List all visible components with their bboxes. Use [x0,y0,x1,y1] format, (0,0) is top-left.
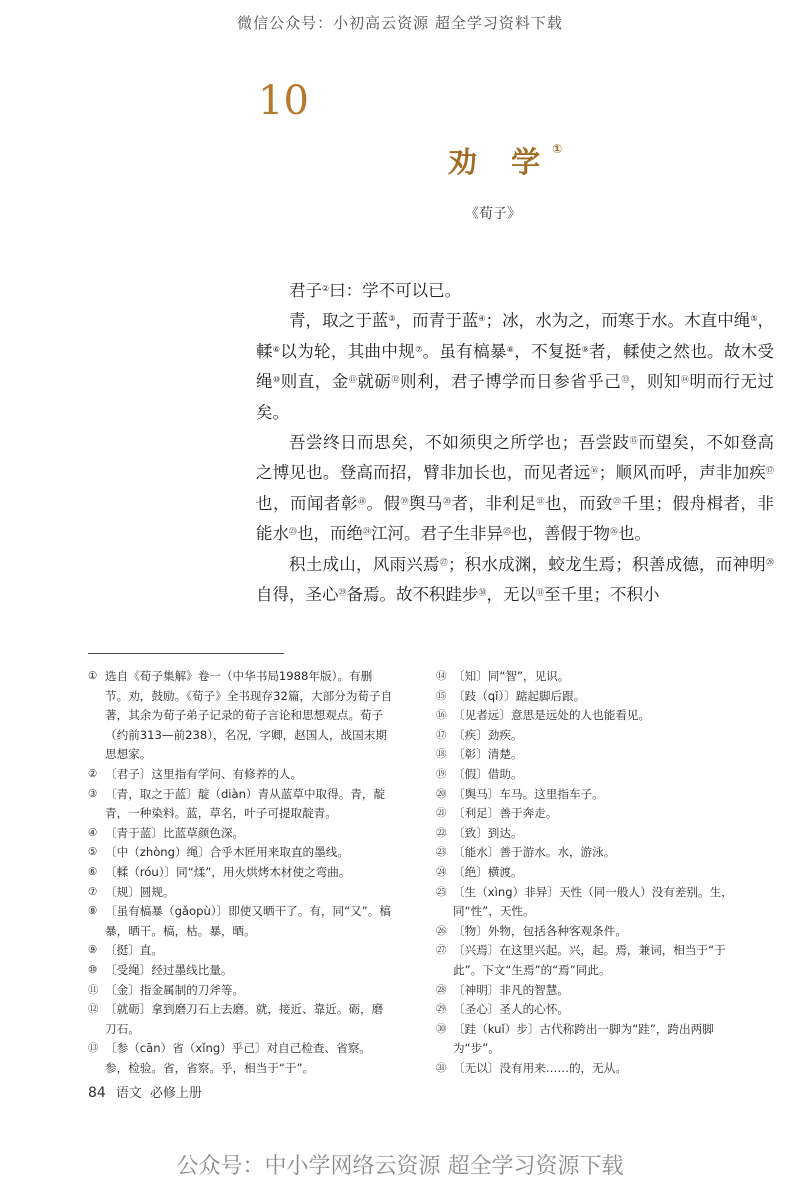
footnote-marker: ㉑ [536,496,545,506]
footnote-marker: ㉕ [503,527,511,537]
footnote-text: 〔君子〕这里指有学问、有修养的人。 [105,766,303,781]
footnote-text: 选自《荀子集解》卷一（中华书局1988年版）。有删节。劝，鼓励。《荀子》全书现存32篇，大部分为荀子自著，其余为荀子弟子记录的荀子言论和思想观点。荀子（约前313—前238），名况，字卿，赵国人，战国末期思想家。 [105,669,393,762]
footnote-text: 〔参（cān）省（xǐng）乎己〕对自己检查、省察。参，检验。省，省察。乎，相当于“于”。 [105,1041,371,1075]
footnote-marker: ③ [388,314,396,324]
text-run: ；顺风而呼，声非加疾 [598,463,767,483]
footnote-marker: ㉓ [289,527,297,537]
text-run: 也，而绝 [297,524,363,544]
footnote-item [88,824,394,844]
footnote-item [88,863,394,883]
book-label: 必修上册 [149,1086,202,1101]
text-run: 积土成山，风雨兴焉 [289,554,440,574]
footnote-item [436,922,742,942]
footnote-item [436,883,742,922]
text-run: 。虽有槁暴 [422,341,507,361]
text-run: ，则知 [629,372,681,392]
footnote-number: ⑰ [436,728,447,741]
footnote-marker: ⑰ [766,466,775,476]
text-run: ，而青于蓝 [395,311,479,331]
footnote-number: ⑫ [88,1003,99,1016]
footnote-item [88,667,394,765]
footnote-item [436,804,742,824]
footnote-item [436,981,742,1001]
footnote-item [436,863,742,883]
footnote-number: ㉖ [436,924,447,937]
footnote-item [436,726,742,746]
footnote-text: 〔疾〕劲疾。 [453,727,523,742]
footnote-item [436,785,742,805]
footnote-number: ④ [88,826,98,839]
text-run: 则直，金 [280,372,349,392]
footnotes-left-column [88,667,394,1078]
footnote-marker: ㉙ [338,588,347,598]
footnote-item [436,941,742,980]
footnote-number: ㉛ [436,1061,447,1074]
footnote-text: 〔规〕圆规。 [105,884,175,899]
body-paragraph [256,428,774,550]
footnote-item [88,981,394,1001]
footnote-text: 〔知〕同“智”，见识。 [453,669,570,683]
footnote-marker: ⑪ [348,375,358,385]
footnote-text: 〔輮（róu）〕同“煣”，用火烘烤木材使之弯曲。 [105,864,351,879]
footnote-number: ② [88,767,98,780]
footnote-text: 〔利足〕善于奔走。 [453,806,558,821]
text-run: ；积水成渊，蛟龙生焉；积善成德，而神明 [447,554,767,574]
footnote-marker: ② [322,284,330,293]
footnote-number: ㉒ [436,826,447,839]
footnote-number: ⑱ [436,748,447,761]
footnote-text: 〔跂（qǐ）〕踮起脚后跟。 [453,688,586,703]
footnote-item [436,706,742,726]
footnote-text: 〔金〕指金属制的刀斧等。 [105,982,245,997]
text-run: 也，而致 [545,493,613,513]
footnote-marker: ㉘ [766,557,775,567]
footnote-marker: ⑫ [391,375,400,385]
footnote-number: ⑬ [88,1042,99,1055]
text-run: 者，輮使之然也。故木受绳 [256,341,775,392]
footnote-text: 〔彰〕清楚。 [453,747,523,762]
text-run: 曰：学不可以已。 [329,281,462,300]
footnote-number: ㉚ [436,1022,447,1035]
text-run: 自得，圣心 [256,585,339,605]
text-run: 也，善假于物 [511,524,610,544]
footnote-text: 〔青于蓝〕比蓝草颜色深。 [105,825,245,840]
footnote-text: 〔无以〕没有用来……的，无从。 [453,1060,627,1075]
footnote-number: ③ [88,787,98,800]
footnote-text: 〔绝〕横渡。 [453,864,523,879]
text-run: 。假 [366,493,401,513]
lesson-number: 10 [258,78,309,124]
footnote-marker: ⑥ [272,344,281,354]
footnote-text: 〔舆马〕车马。这里指车子。 [453,786,604,801]
footnote-text: 〔致〕到达。 [453,825,523,840]
footnote-marker: ⑦ [415,344,423,354]
footnote-marker: ⑨ [581,344,590,354]
footnote-text: 〔物〕外物，包括各种客观条件。 [453,923,627,938]
footnote-number: ⑧ [88,905,98,918]
footnote-item [436,687,742,707]
footnote-item [436,843,742,863]
footnote-marker: ⑮ [629,436,639,446]
footnotes-right-column [436,667,742,1078]
footnote-text: 〔挺〕直。 [105,943,163,958]
footnote-number: ⑪ [88,983,99,996]
text-run: ，无以 [486,585,536,605]
article-author: 《荀子》 [465,206,521,222]
text-run: 备焉。故不积跬步 [346,585,479,605]
footnote-item [436,1020,742,1059]
footnote-text: 〔圣心〕圣人的心怀。 [453,1002,569,1017]
footnote-marker: ⑱ [358,496,367,506]
footnote-number: ⑯ [436,709,447,722]
text-run: ；冰，水为之，而寒于水。木直中绳 [485,311,751,331]
text-run: 舆马 [409,493,443,513]
footnote-number: ⑥ [88,865,98,878]
footnote-number: ㉘ [436,983,447,996]
text-run: 江河。君子生非异 [371,524,503,544]
footnote-item [88,961,394,981]
text-run: 则利，君子博学而日参省乎己 [399,372,622,392]
footnote-item [88,941,394,961]
text-run: 就砺 [357,372,392,392]
body-paragraph [256,306,774,428]
footnote-marker: ⑩ [273,375,281,385]
footnote-text: 〔就砺〕拿到磨刀石上去磨。就，接近、靠近。砺，磨刀石。 [105,1002,384,1036]
footnote-number: ㉔ [436,865,447,878]
footnote-text: 〔神明〕非凡的智慧。 [453,982,569,997]
footnote-item [436,1059,742,1079]
footnote-number: ⑨ [88,944,98,957]
text-run: 也，而闻者彰 [256,493,358,513]
footnote-marker: ⑳ [443,496,452,506]
footnote-item [436,667,742,687]
footnote-number: ㉙ [436,1003,447,1016]
footnote-text: 〔青，取之于蓝〕靛（diàn）青从蓝草中取得。青，靛青，一种染料。蓝，草名，叶子可提取靛青。 [105,786,386,821]
text-run: 以为轮，其曲中规 [280,341,416,361]
footnote-item [88,785,394,824]
footnote-text: 〔见者远〕意思是远处的人也能看见。 [453,708,651,723]
footnote-number: ㉑ [436,807,447,820]
footnote-item [88,843,394,863]
subject-label: 语文 [115,1086,142,1101]
footnote-item [88,1039,394,1078]
footnote-number: ⑳ [436,787,447,800]
footnote-item [436,824,742,844]
footnote-marker: ㉖ [610,527,618,537]
footnote-number: ① [88,670,98,682]
footnote-divider [88,653,284,654]
footnote-item [88,765,394,785]
text-run: 而望矣，不如登高之博见也。登高而招，臂非加长也，而见者远 [256,433,775,483]
text-run: ，輮 [256,311,775,361]
footnote-marker: ㉗ [439,557,448,567]
text-run: 千里；假舟楫者，非能水 [256,493,774,544]
footnote-item [88,902,394,941]
article-body [256,276,774,610]
footnote-marker: ㉔ [363,527,371,537]
footnote-text: 〔假〕借助。 [453,766,523,781]
footnote-number: ⑮ [436,689,447,702]
text-run: 明而行无过矣。 [256,372,775,422]
footnote-text: 〔生（xìng）非异〕天性（同一般人）没有差别。生，同“性”，天性。 [453,884,733,919]
footnote-text: 〔兴焉〕在这里兴起。兴，起。焉，兼词，相当于“于此”。下文“生焉”的“焉”同此。 [453,943,726,977]
footnote-item [436,1000,742,1020]
body-paragraph [256,550,774,611]
footnote-marker: ㉛ [536,588,544,598]
body-paragraph [256,276,774,306]
page-number: 84 [88,1085,106,1101]
article-title [448,140,562,181]
footnote-number: ⑤ [88,846,98,859]
footnote-number: ⑦ [88,885,98,898]
title-text: 劝 学 [448,145,553,179]
footnote-item [88,883,394,903]
footnote-number: ㉗ [436,944,447,957]
footnote-marker: ⑬ [621,375,630,385]
top-watermark: 微信公众号：小初高云资源 超全学习资料下载 [237,14,563,32]
footnote-number: ㉕ [436,885,447,898]
footnote-marker: ④ [478,314,486,324]
footnote-item [436,765,742,785]
page-footer [88,1082,202,1101]
bottom-watermark: 公众号：中小学网络云资源 超全学习资源下载 [176,1154,624,1179]
footnote-text: 〔跬（kuǐ）步〕古代称跨出一脚为“跬”，跨出两脚为“步”。 [453,1021,714,1056]
footnote-number: ㉓ [436,846,447,859]
footnote-marker: ⑲ [400,496,409,506]
footnote-marker: ㉒ [613,496,622,506]
text-run: 君子 [289,281,322,300]
footnote-number: ⑲ [436,767,447,780]
footnote-text: 〔受绳〕经过墨线比量。 [105,962,233,977]
footnote-number: ⑭ [436,670,447,682]
footnote-marker: ⑧ [506,344,515,354]
footnote-text: 〔中（zhòng）绳〕合乎木匠用来取直的墨线。 [105,845,349,860]
footnote-marker: ⑤ [750,314,758,324]
footnote-text: 〔能水〕善于游水。水，游泳。 [453,845,616,860]
text-run: 至千里；不积小 [544,585,660,605]
text-run: 吾尝终日而思矣，不如须臾之所学也；吾尝跂 [289,433,630,453]
footnote-marker: ⑯ [590,466,599,476]
text-run: 也。 [618,524,651,544]
text-run: 青，取之于蓝 [289,311,389,331]
text-run: 者，非利足 [451,493,537,513]
footnote-marker: ㉚ [478,588,487,598]
footnote-marker: ⑭ [680,375,690,385]
footnote-item [436,745,742,765]
title-footnote-marker: ① [552,142,563,156]
footnote-text: 〔虽有槁暴（gǎopù）〕即使又晒干了。有，同“又”。槁暴，晒干。槁，枯。暴，晒。 [105,904,391,938]
footnote-number: ⑩ [88,963,98,976]
text-run: ，不复挺 [514,341,582,361]
footnote-item [88,1000,394,1039]
